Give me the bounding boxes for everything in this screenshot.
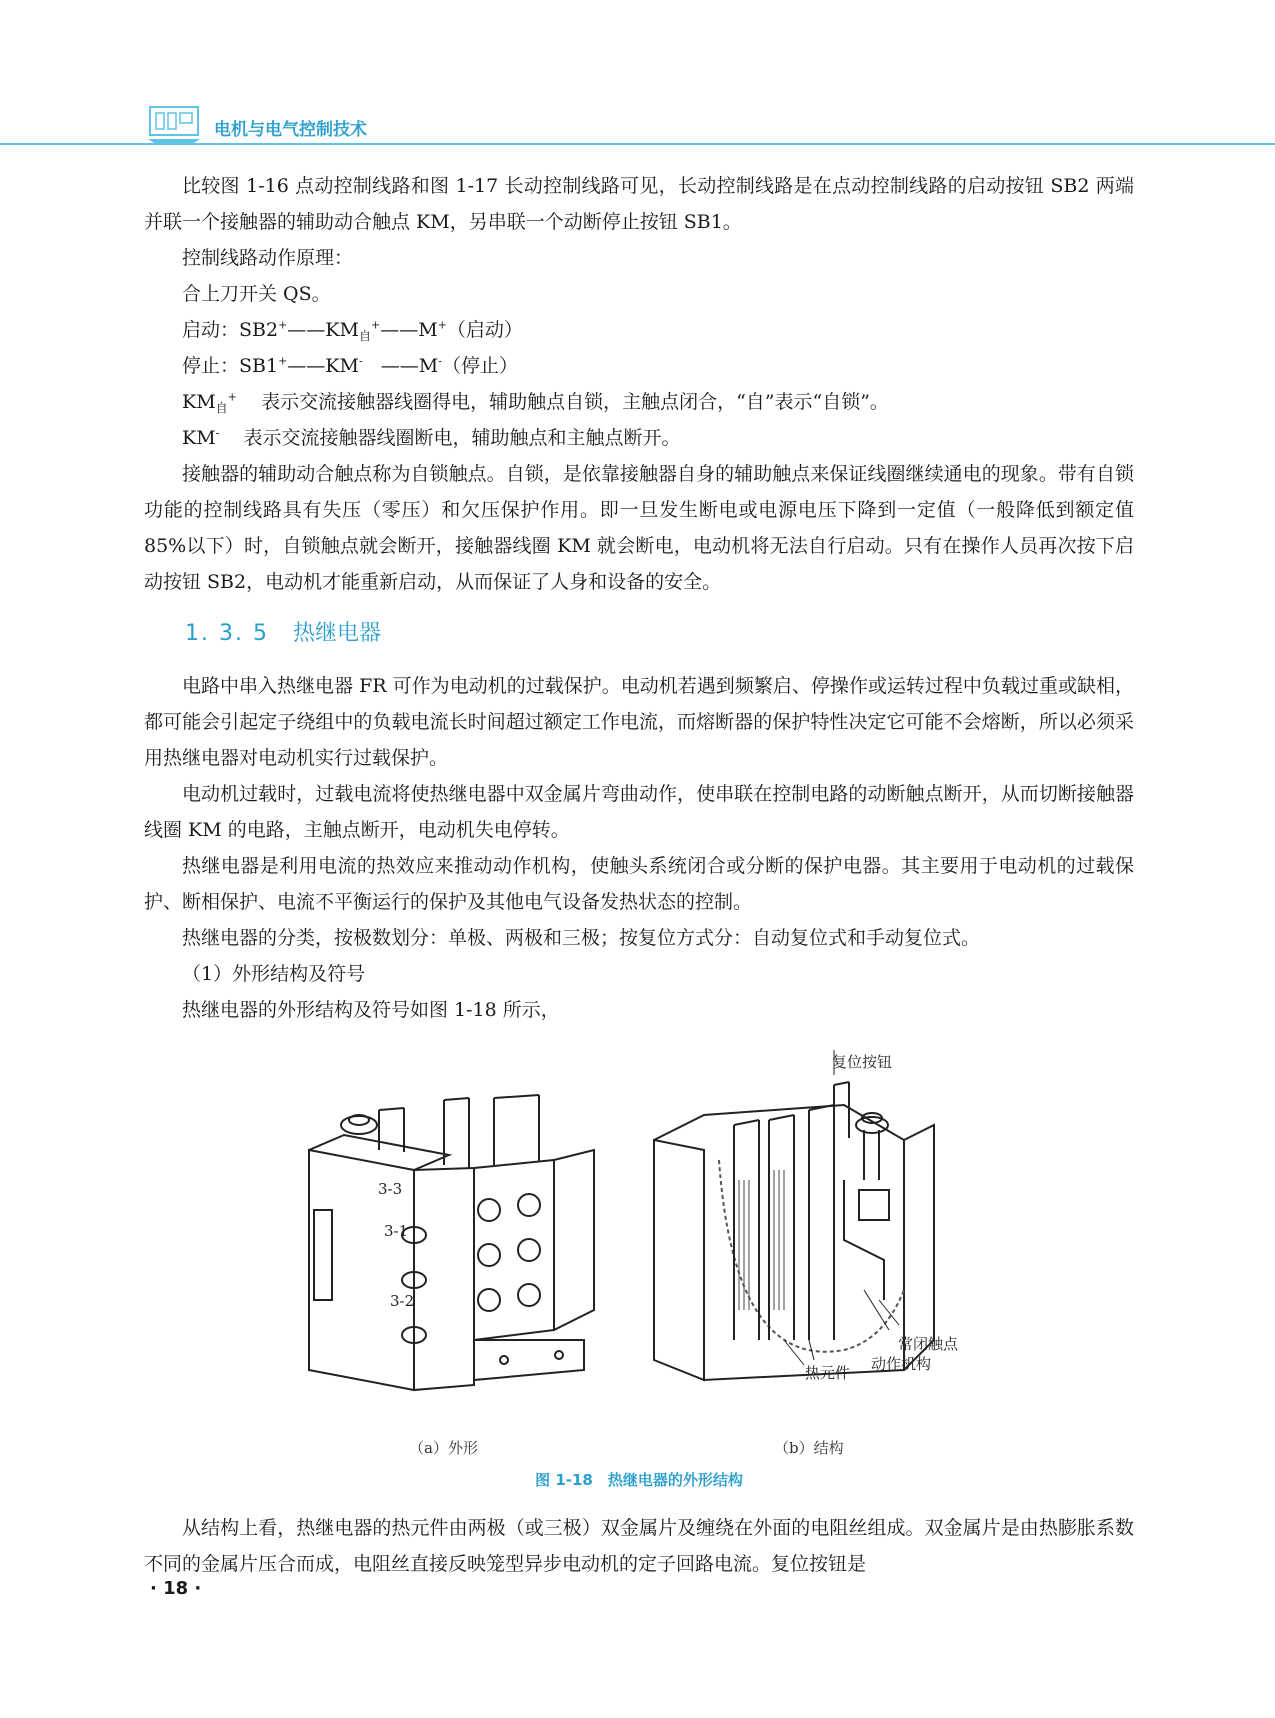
- start-sequence-line: 启动：$SB2^+——KM_自^+——M^+$（启动）: [182, 318, 523, 343]
- paragraph-classification: 热继电器的分类，按极数划分：单极、两极和三极；按复位方式分：自动复位式和手动复位式。: [182, 927, 981, 949]
- label-heater: 热元件: [805, 1364, 851, 1382]
- km-self-explanation: $KM_自^+$ 表示交流接触器线圈得电，辅助触点自锁，主触点闭合，“自”表示“自锁”。: [182, 390, 889, 415]
- book-logo-icon: [148, 105, 200, 145]
- thermal-relay-illustration: [144, 1040, 1134, 1430]
- figure-caption: 图 1-18 热继电器的外形结构: [535, 1471, 743, 1489]
- label-reset-button: 复位按钮: [832, 1053, 893, 1071]
- section-heading: [144, 618, 1134, 650]
- subheading-structure: （1）外形结构及符号: [182, 963, 366, 985]
- label-3-3: 3-3: [378, 1180, 403, 1198]
- relay-structure-drawing: [654, 1050, 934, 1380]
- label-3-2: 3-2: [390, 1292, 415, 1310]
- paragraph-overload: 电动机过载时，过载电流将使热继电器中双金属片弯曲动作，使串联在控制电路的动断触点断开，从而切断接触器线圈 KM 的电路，主触点断开，电动机失电停转。: [144, 783, 1134, 841]
- figure-1-18: [144, 1040, 1134, 1510]
- section-title: 热继电器: [292, 621, 381, 646]
- section-number: 1. 3. 5: [185, 621, 269, 646]
- label-nc-contact: 常闭触点: [898, 1335, 959, 1353]
- page-header: [0, 95, 1275, 155]
- subfigure-b-caption: （b）结构: [774, 1439, 844, 1457]
- paragraph-figure-ref: 热继电器的外形结构及符号如图 1-18 所示，: [182, 999, 560, 1021]
- label-mechanism: 动作机构: [871, 1355, 932, 1373]
- paragraph-close-switch: 合上刀开关 QS。: [182, 283, 331, 305]
- subfigure-a-caption: （a）外形: [409, 1439, 478, 1457]
- book-title: 电机与电气控制技术: [214, 120, 367, 140]
- stop-sequence-line: 停止：SB1+——KM- ——M-（停止）: [182, 354, 518, 377]
- page-body: [144, 168, 1134, 1582]
- header-divider: [0, 143, 1275, 145]
- paragraph-fr-intro: 电路中串入热继电器 FR 可作为电动机的过载保护。电动机若遇到频繁启、停操作或运转过程中负载过重或缺相，都可能会引起定子绕组中的负载电流长时间超过额定工作电流，而熔断器的保护特性决定它可能不会熔断，所以必须采用热继电器对电动机实行过载保护。: [144, 675, 1134, 769]
- paragraph-definition: 热继电器是利用电流的热效应来推动动作机构，使触头系统闭合或分断的保护电器。其主要用于电动机的过载保护、断相保护、电流不平衡运行的保护及其他电气设备发热状态的控制。: [144, 855, 1134, 913]
- label-3-1: 3-1: [384, 1222, 409, 1240]
- page-number: · 18 ·: [150, 1578, 202, 1599]
- paragraph-selflock: 接触器的辅助动合触点称为自锁触点。自锁，是依靠接触器自身的辅助触点来保证线圈继续通电的现象。带有自锁功能的控制线路具有失压（零压）和欠压保护作用。即一旦发生断电或电源电压下降到一定值（一般降低到额定值 85%以下）时，自锁触点就会断开，接触器线圈 KM 就会断电，电动机将无法自行启动。只有在操作人员再次按下启动按钮 SB2，电动机才能重新启动，从而保证了人身和设备的安全。: [144, 463, 1134, 593]
- paragraph-principle-label: 控制线路动作原理：: [182, 247, 354, 269]
- paragraph-comparison: 比较图 1-16 点动控制线路和图 1-17 长动控制线路可见，长动控制线路是在点动控制线路的启动按钮 SB2 两端并联一个接触器的辅助动合触点 KM，另串联一个动断停止按钮 SB1。: [144, 175, 1134, 233]
- km-off-explanation: KM- 表示交流接触器线圈断电，辅助触点和主触点断开。: [182, 426, 681, 449]
- paragraph-structure: 从结构上看，热继电器的热元件由两极（或三极）双金属片及缠绕在外面的电阻丝组成。双金属片是由热膨胀系数不同的金属片压合而成，电阻丝直接反映笼型异步电动机的定子回路电流。复位按钮是: [144, 1517, 1134, 1575]
- relay-exterior-drawing: [309, 1095, 594, 1390]
